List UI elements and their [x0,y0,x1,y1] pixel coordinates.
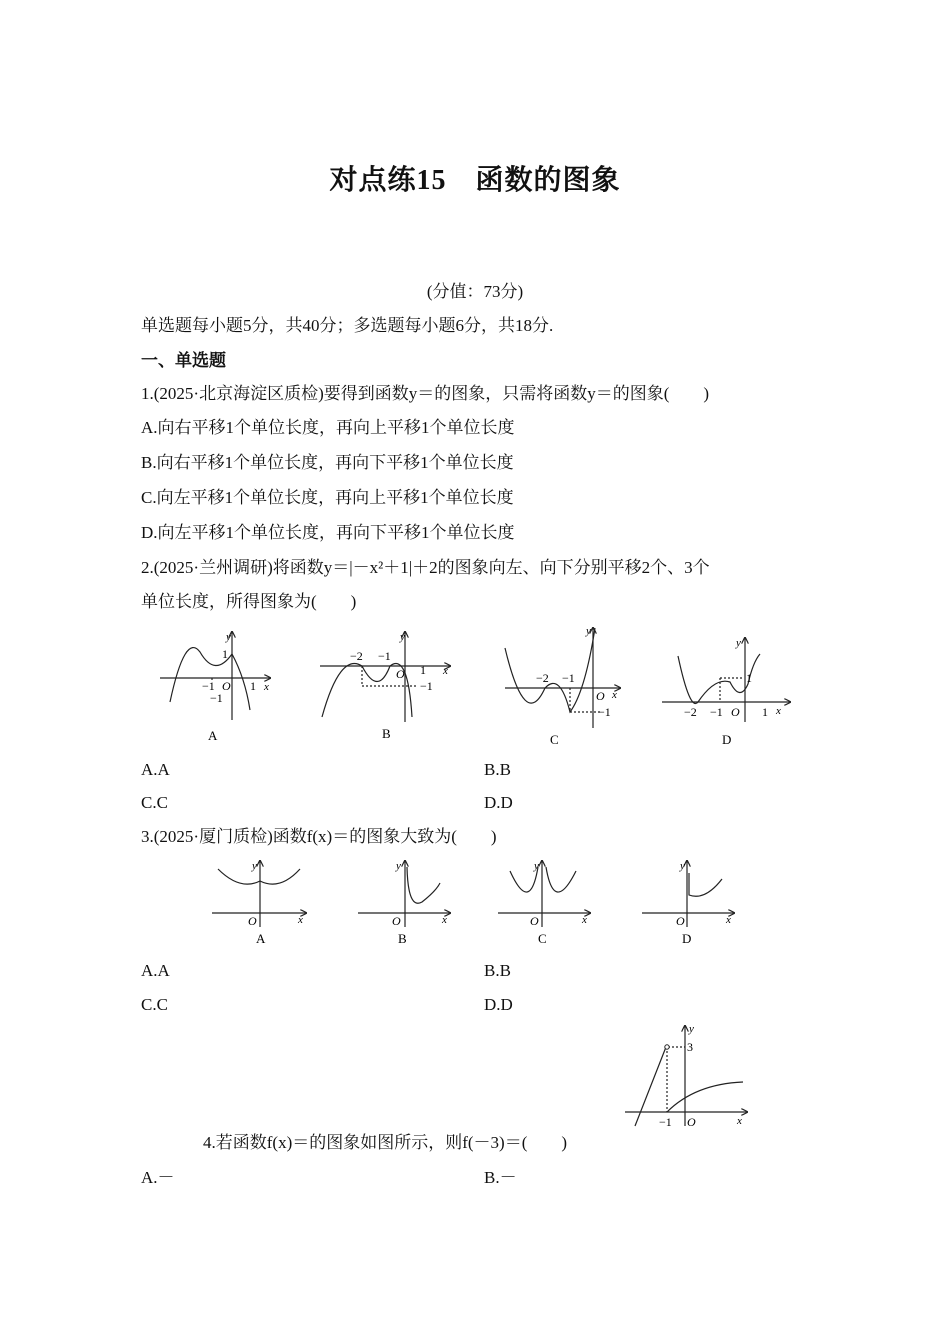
svg-text:O: O [530,914,539,928]
q2-graph-b [320,632,450,722]
section-heading: 一、单选题 [141,351,226,370]
svg-text:x: x [776,705,781,717]
svg-text:−1: −1 [202,679,215,693]
q3-label-c: C [538,931,547,946]
svg-text:1: 1 [222,647,228,661]
q1-option-a[interactable]: A.向右平移1个单位长度，再向上平移1个单位长度 [141,418,515,437]
q3-graph-a [212,861,306,927]
q4-option-b[interactable]: B.－ [484,1168,517,1187]
q2-label-a: A [208,728,218,743]
svg-text:−1: −1 [210,691,223,705]
svg-text:y: y [534,860,539,872]
svg-text:O: O [731,705,740,719]
svg-text:−1: −1 [659,1115,672,1129]
svg-text:−1: −1 [378,649,391,663]
svg-text:−2: −2 [536,671,549,685]
q3-graph-d [642,861,734,927]
svg-text:1: 1 [762,705,768,719]
svg-text:O: O [222,679,231,693]
svg-text:x: x [582,914,587,926]
svg-text:1: 1 [250,679,256,693]
svg-text:−1: −1 [710,705,723,719]
q2-option-d[interactable]: D.D [484,793,513,812]
q3-graph-b [358,861,450,927]
q3-label-b: B [398,931,407,946]
instructions: 单选题每小题5分，共40分；多选题每小题6分，共18分. [141,316,554,335]
q2-stem-line1: 2.(2025·兰州调研)将函数y＝|－x²＋1|＋2的图象向左、向下分别平移2个、3个 [141,558,710,577]
q1-option-c[interactable]: C.向左平移1个单位长度，再向上平移1个单位长度 [141,488,514,507]
q1-stem: 1.(2025·北京海淀区质检)要得到函数y＝的图象，只需将函数y＝的图象( ) [141,384,710,403]
svg-text:1: 1 [746,671,752,685]
q4-figure [615,1022,755,1132]
q3-option-b[interactable]: B.B [484,961,511,980]
q1-option-b[interactable]: B.向右平移1个单位长度，再向下平移1个单位长度 [141,453,514,472]
q4-stem: 4.若函数f(x)＝的图象如图所示，则f(－3)＝( ) [203,1133,568,1152]
svg-text:y: y [226,631,231,643]
q2-graph-a [160,632,270,720]
q4-option-a[interactable]: A.－ [141,1168,175,1187]
q3-option-a[interactable]: A.A [141,961,170,980]
svg-text:x: x [442,914,447,926]
svg-text:O: O [392,914,401,928]
svg-text:y: y [680,860,685,872]
q3-label-a: A [256,931,266,946]
svg-text:−1: −1 [562,671,575,685]
svg-text:x: x [737,1115,742,1127]
svg-text:y: y [736,637,741,649]
svg-text:x: x [264,681,269,693]
q3-option-c[interactable]: C.C [141,995,168,1014]
q2-label-d: D [722,732,732,747]
q3-stem: 3.(2025·厦门质检)函数f(x)＝的图象大致为( ) [141,827,497,846]
q3-figures [200,855,760,950]
q2-label-b: B [382,726,391,741]
svg-text:x: x [726,914,731,926]
q2-label-c: C [550,732,559,747]
page-title: 对点练15 函数的图象 [329,165,621,196]
svg-text:1: 1 [420,663,426,677]
svg-text:−1: −1 [598,705,611,719]
q3-label-d: D [682,931,692,946]
svg-text:−1: −1 [420,679,433,693]
svg-text:y: y [396,860,401,872]
q1-option-d[interactable]: D.向左平移1个单位长度，再向下平移1个单位长度 [141,523,515,542]
q2-option-a[interactable]: A.A [141,760,170,779]
svg-text:y: y [400,631,405,643]
svg-text:x: x [612,689,617,701]
q2-option-b[interactable]: B.B [484,760,511,779]
svg-text:−2: −2 [350,649,363,663]
svg-text:x: x [443,665,448,677]
svg-text:y: y [252,860,257,872]
svg-text:x: x [298,914,303,926]
q2-graph-d [662,638,790,722]
svg-text:O: O [596,689,605,703]
svg-text:O: O [687,1115,696,1129]
svg-text:y: y [689,1023,694,1035]
svg-text:O: O [676,914,685,928]
q3-option-d[interactable]: D.D [484,995,513,1014]
svg-text:O: O [248,914,257,928]
q2-option-c[interactable]: C.C [141,793,168,812]
q2-stem-line2: 单位长度，所得图象为( ) [141,592,357,611]
q2-figures [150,622,810,752]
svg-text:−2: −2 [684,705,697,719]
svg-text:y: y [586,625,591,637]
svg-text:O: O [396,667,405,681]
svg-text:3: 3 [687,1040,693,1054]
q3-graph-c [498,861,590,927]
score-note: (分值：73分) [426,282,524,301]
